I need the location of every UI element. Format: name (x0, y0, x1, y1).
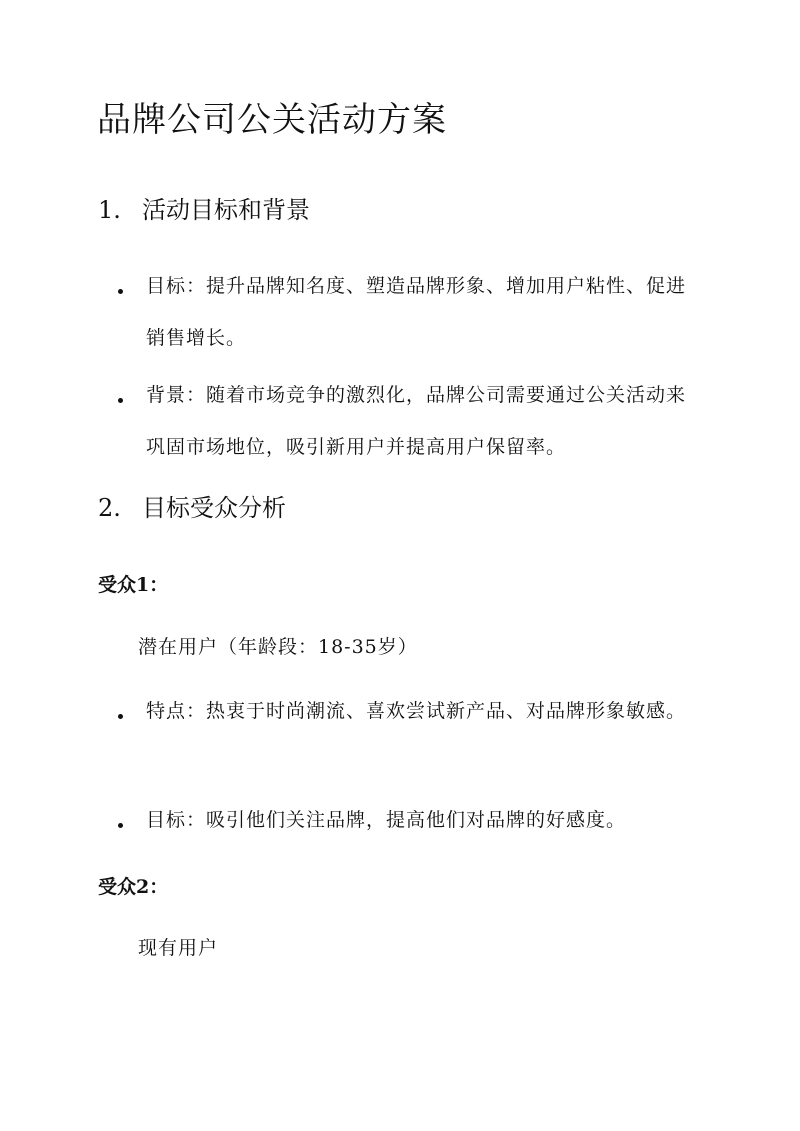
bullet-text: 目标：提升品牌知名度、塑造品牌形象、增加用户粘性、促进销售增长。 (146, 275, 687, 349)
document-title: 品牌公司公关活动方案 (97, 100, 447, 140)
section-1-heading (98, 192, 310, 228)
bullet-text: 特点：热衷于时尚潮流、喜欢尝试新产品、对品牌形象敏感。 (146, 700, 687, 722)
section-2-title: 目标受众分析 (142, 494, 286, 522)
bullet-icon (118, 398, 123, 403)
bullet-icon (118, 714, 123, 719)
bullet-text: 目标：吸引他们关注品牌，提高他们对品牌的好感度。 (146, 809, 627, 831)
audience-1-description: 潜在用户（年龄段：18-35岁） (138, 636, 418, 658)
audience-2-label: 受众2： (98, 876, 169, 898)
section-1-title: 活动目标和背景 (142, 196, 310, 224)
bullet-text: 背景：随着市场竞争的激烈化，品牌公司需要通过公关活动来巩固市场地位，吸引新用户并提高用户保留率。 (146, 384, 687, 458)
section-2-heading (98, 490, 286, 526)
audience-1-label: 受众1： (98, 574, 169, 596)
audience-2-description: 现有用户 (138, 937, 219, 959)
section-2-number: 2. (98, 494, 121, 522)
section-1-number: 1. (98, 196, 121, 224)
bullet-icon (118, 823, 123, 828)
bullet-icon (118, 289, 123, 294)
